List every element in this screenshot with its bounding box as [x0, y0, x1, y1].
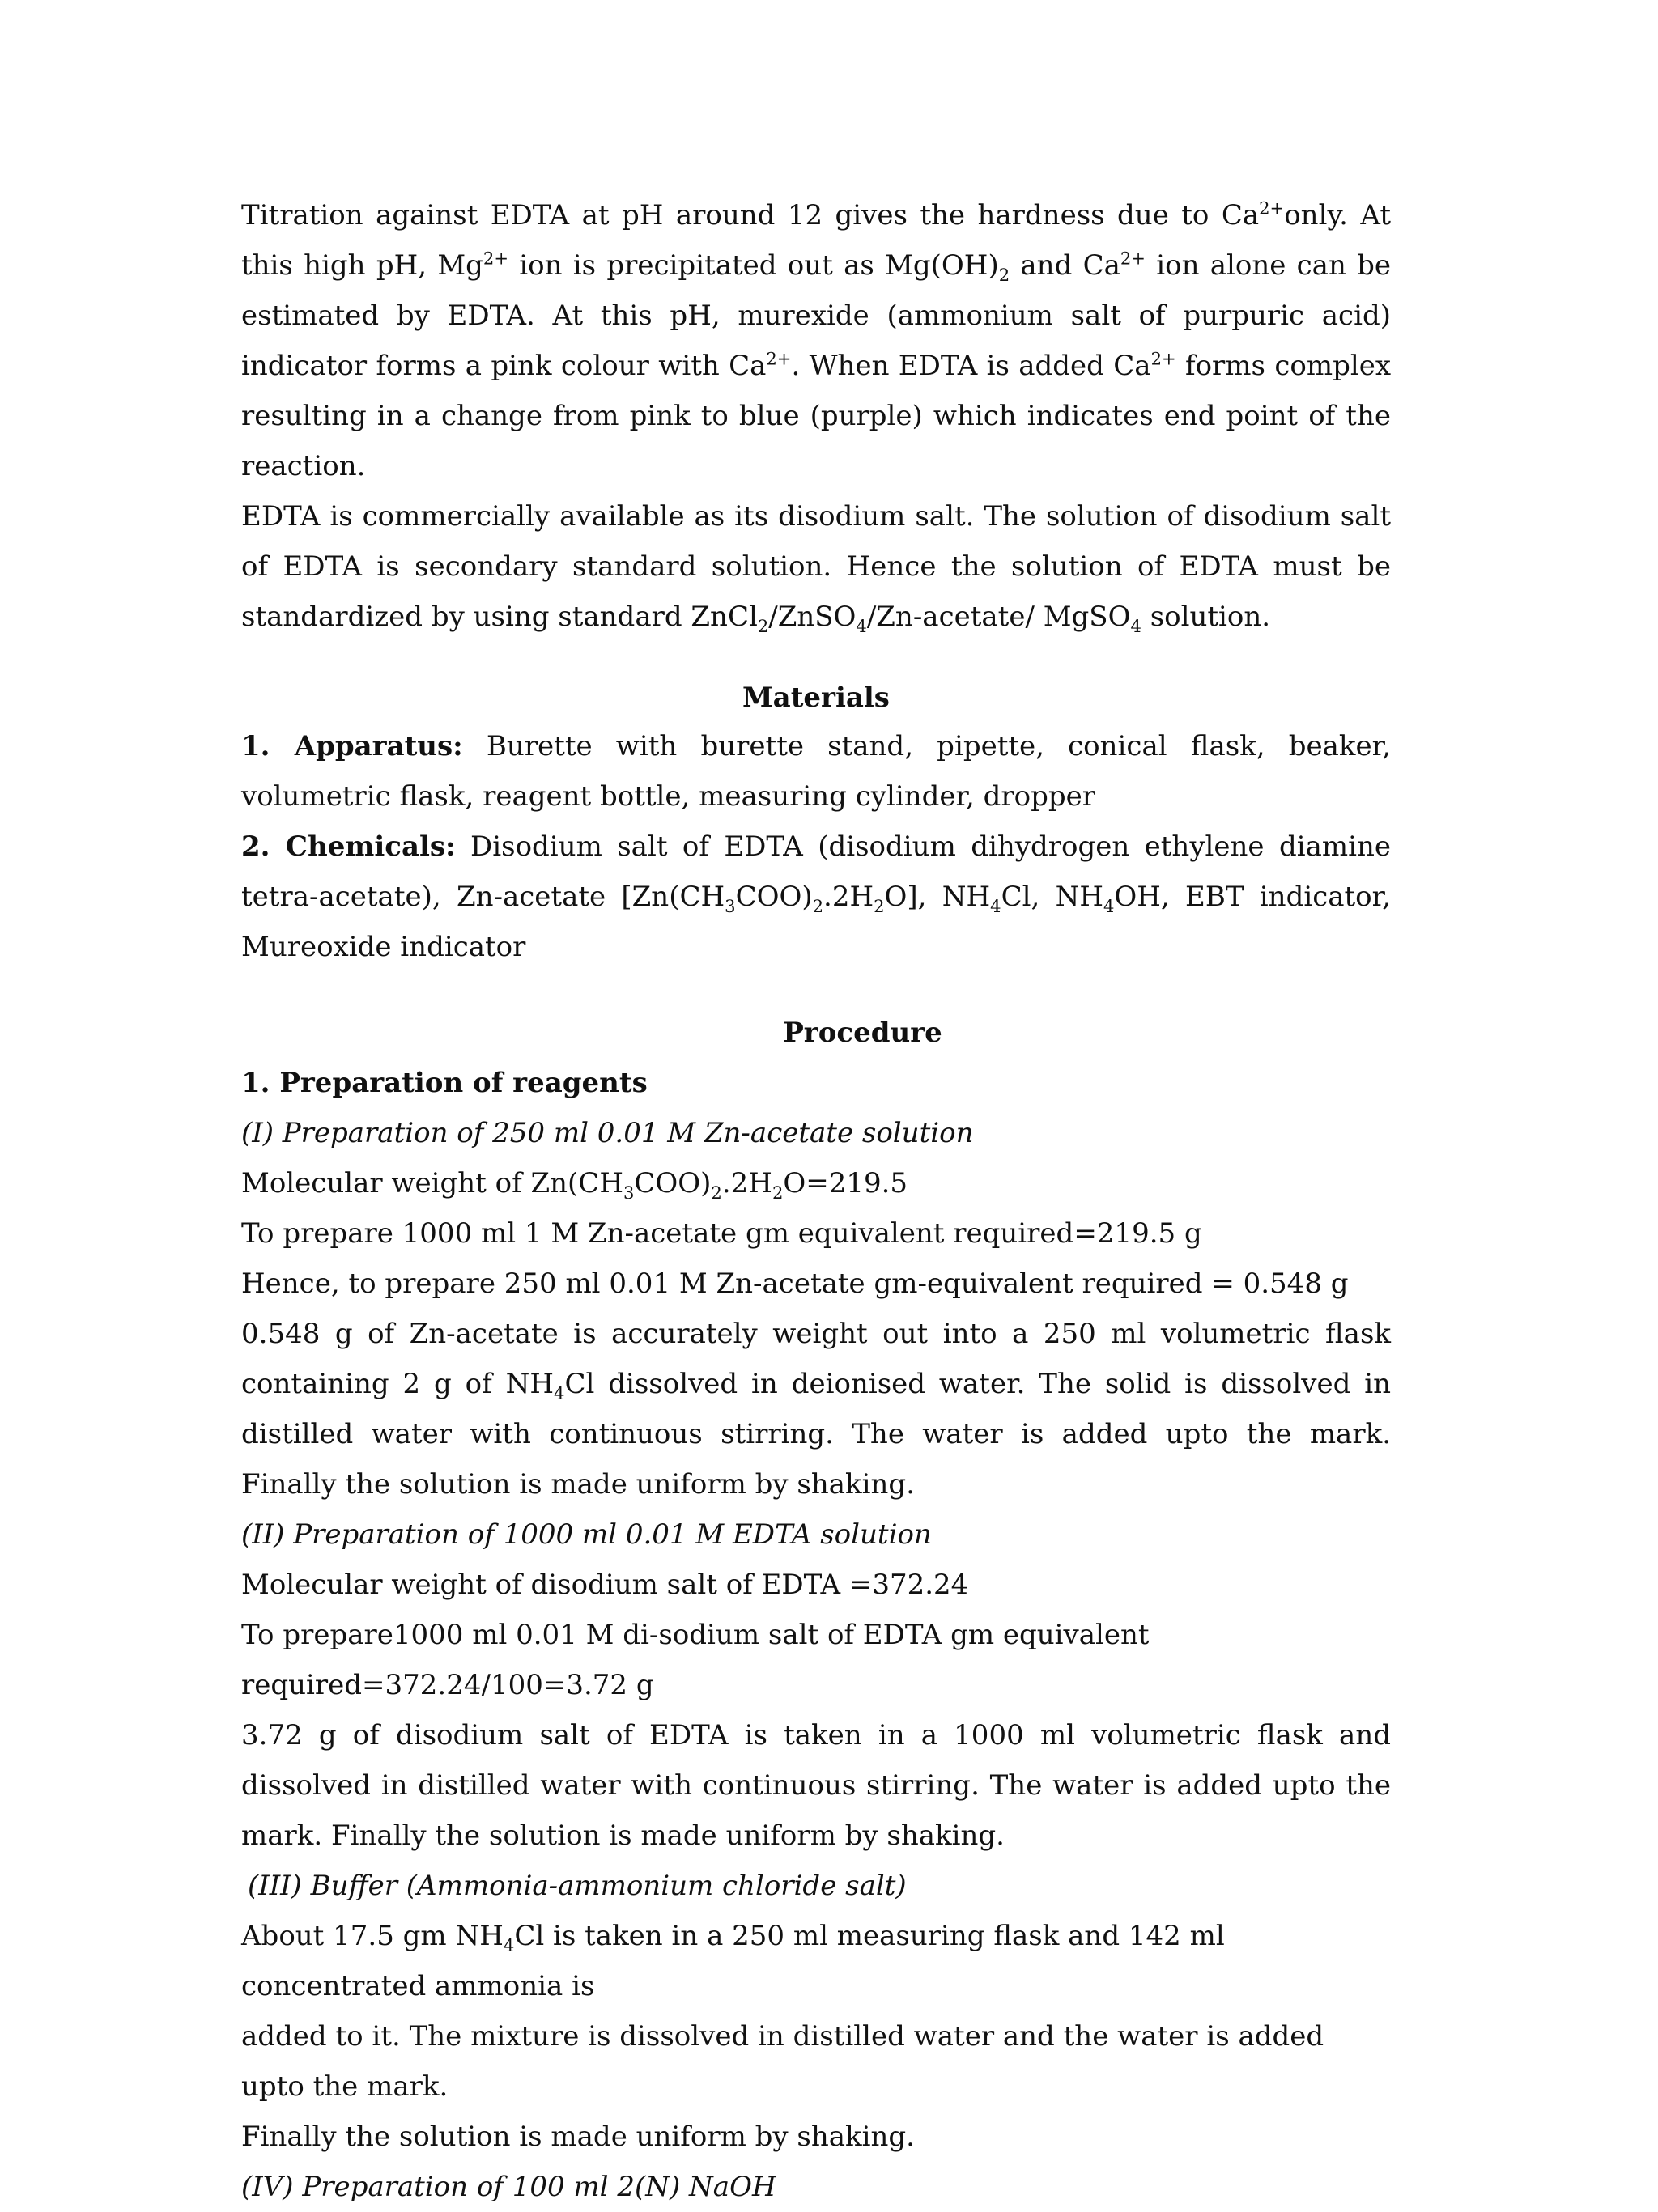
text-run: EDTA is commercially available as its disodium salt. The solution of disodium salt of EDTA is secondary standard solution. Hence the solution of EDTA must be standardized by using standard ZnCl [241, 500, 1391, 633]
text-run: O], NH [884, 881, 991, 913]
section-title-preparation-of-reagents: 1. Preparation of reagents [241, 1067, 648, 1099]
subscript: 4 [503, 1934, 515, 1955]
text-run: ion alone can be estimated by EDTA. At this pH, murexide (ammonium salt of purpuric acid) indicator forms a pink colour with Ca [241, 249, 1391, 382]
superscript: 2+ [483, 248, 508, 269]
procedure-heading: Procedure [783, 1017, 942, 1049]
subscript: 4 [856, 615, 867, 636]
subsection-title-buffer: (III) Buffer (Ammonia-ammonium chloride salt) [248, 1870, 907, 1902]
text-run: Cl dissolved in deionised water. The solid is dissolved in distilled water with continuous stirring. The water is added upto the mark. Finally the solution is made uniform by shaking. [241, 1368, 1391, 1501]
superscript: 2+ [1150, 348, 1176, 369]
superscript: 2+ [766, 348, 792, 369]
text-run: only. At this high pH, Mg [241, 199, 1392, 282]
text-run: OH, EBT indicator, Mureoxide indicator [241, 881, 1391, 963]
text-run: ion is precipitated out as Mg(OH) [508, 249, 999, 282]
subsection-title-naoh: (IV) Preparation of 100 ml 2(N) NaOH [241, 2171, 776, 2203]
text-run: Titration against EDTA at pH around 12 gives the hardness due to Ca [241, 199, 1260, 231]
subscript: 2 [711, 1182, 722, 1203]
text-run: /Zn-acetate/ MgSO [866, 601, 1131, 633]
chemicals-item [241, 822, 1391, 972]
superscript: 2+ [1259, 197, 1285, 219]
subscript: 2 [812, 895, 824, 916]
text-run: and Ca [1010, 249, 1120, 282]
subscript: 4 [1130, 615, 1141, 636]
subscript: 2 [772, 1182, 784, 1203]
text-run: About 17.5 gm NH [241, 1920, 504, 1952]
text-run: .2H [721, 1167, 772, 1199]
superscript: 2+ [1120, 248, 1146, 269]
zn-required-line: Hence, to prepare 250 ml 0.01 M Zn-acetate gm-equivalent required = 0.548 g [241, 1267, 1349, 1300]
text-run: Cl, NH [1001, 881, 1103, 913]
zn-molecular-weight [241, 1158, 1391, 1208]
text-run: .2H [823, 881, 874, 913]
text-run: Disodium salt of EDTA (disodium dihydrogen ethylene diamine tetra-acetate), Zn-acetate [Zn(CH [241, 830, 1391, 913]
subscript: 2 [998, 264, 1010, 285]
text-run: O=219.5 [783, 1167, 908, 1199]
buffer-line-1 [241, 1911, 1391, 2011]
chemicals-label: 2. Chemicals: [241, 830, 456, 863]
subscript: 2 [757, 615, 769, 636]
text-run: . When EDTA is added Ca [791, 350, 1151, 382]
apparatus-item [241, 721, 1391, 822]
edta-molecular-weight: Molecular weight of disodium salt of EDTA =372.24 [241, 1569, 969, 1601]
buffer-line-2: added to it. The mixture is dissolved in distilled water and the water is added upto the mark. [241, 2020, 1324, 2103]
subscript: 2 [874, 895, 885, 916]
apparatus-label: 1. Apparatus: [241, 730, 463, 762]
zn-procedure-paragraph [241, 1309, 1391, 1509]
text-run: solution. [1141, 601, 1271, 633]
intro-paragraph-edta [241, 491, 1391, 642]
zn-equivalent-line: To prepare 1000 ml 1 M Zn-acetate gm equivalent required=219.5 g [241, 1217, 1202, 1250]
apparatus-text: Burette with burette stand, pipette, conical flask, beaker, volumetric flask, reagent bottle, measuring cylinder, dropper [241, 730, 1391, 813]
text-run: 0.548 g of Zn-acetate is accurately weight out into a 250 ml volumetric flask containing 2 g of NH [241, 1318, 1391, 1400]
subsection-title-zn-acetate: (I) Preparation of 250 ml 0.01 M Zn-acetate solution [241, 1117, 974, 1149]
text-run: COO) [735, 881, 813, 913]
subscript: 4 [1103, 895, 1115, 916]
edta-procedure-paragraph: 3.72 g of disodium salt of EDTA is taken in a 1000 ml volumetric flask and dissolved in distilled water with continuous stirring. The water is added upto the mark. Finally the solution is made uniform by shaking. [241, 1719, 1391, 1852]
document-body [241, 190, 1391, 2212]
text-run: Cl is taken in a 250 ml measuring flask and 142 ml concentrated ammonia is [241, 1920, 1225, 2002]
text-run: COO) [634, 1167, 712, 1199]
subscript: 3 [725, 895, 736, 916]
subscript: 3 [623, 1182, 635, 1203]
text-run: /ZnSO [768, 601, 857, 633]
subscript: 4 [990, 895, 1001, 916]
edta-equivalent-line: To prepare1000 ml 0.01 M di-sodium salt of EDTA gm equivalent required=372.24/100=3.72 g [241, 1619, 1150, 1701]
text-run: Molecular weight of Zn(CH [241, 1167, 623, 1199]
text-run: forms complex resulting in a change from pink to blue (purple) which indicates end point of the reaction. [241, 350, 1391, 482]
materials-heading: Materials [742, 681, 890, 714]
buffer-line-3: Finally the solution is made uniform by shaking. [241, 2121, 915, 2153]
intro-paragraph-hardness [241, 190, 1391, 491]
subscript: 4 [554, 1382, 565, 1403]
subsection-title-edta: (II) Preparation of 1000 ml 0.01 M EDTA solution [241, 1518, 932, 1551]
